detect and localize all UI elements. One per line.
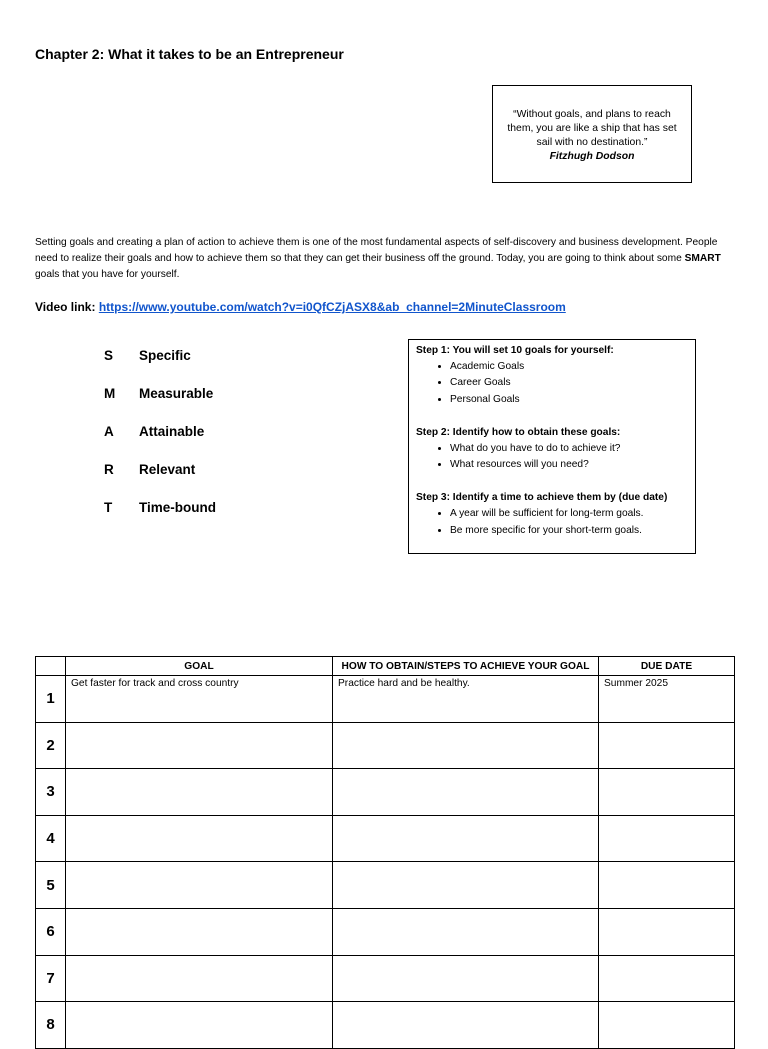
table-row bbox=[36, 1002, 735, 1049]
how-cell[interactable]: Practice hard and be healthy. bbox=[333, 676, 599, 723]
step-1 bbox=[416, 343, 695, 408]
due-date-cell[interactable] bbox=[599, 908, 735, 955]
goal-cell[interactable] bbox=[66, 908, 333, 955]
goal-cell[interactable] bbox=[66, 722, 333, 769]
due-date-cell[interactable] bbox=[599, 862, 735, 909]
step-title: Step 2: Identify how to obtain these goals: bbox=[416, 426, 621, 438]
quote-author: Fitzhugh Dodson bbox=[549, 151, 635, 162]
goal-cell[interactable] bbox=[66, 1002, 333, 1049]
row-number: 8 bbox=[36, 1002, 66, 1049]
quote-text: “Without goals, and plans to reach them, you are like a ship that has set sail with no destination.” bbox=[507, 109, 677, 148]
goal-cell[interactable]: Get faster for track and cross country bbox=[66, 676, 333, 723]
row-number: 5 bbox=[36, 862, 66, 909]
header-number bbox=[36, 657, 66, 676]
smart-letter: S bbox=[104, 348, 114, 363]
quote-box bbox=[492, 85, 692, 183]
chapter-title: Chapter 2: What it takes to be an Entrepreneur bbox=[35, 46, 344, 62]
due-date-cell[interactable] bbox=[599, 722, 735, 769]
smart-letter: R bbox=[104, 462, 114, 477]
smart-letter: T bbox=[104, 500, 113, 515]
header-goal: GOAL bbox=[66, 657, 333, 676]
row-number: 6 bbox=[36, 908, 66, 955]
goal-cell[interactable] bbox=[66, 769, 333, 816]
step-list bbox=[416, 359, 695, 408]
due-date-cell[interactable] bbox=[599, 815, 735, 862]
step-item: • Academic Goals bbox=[450, 359, 695, 375]
intro-paragraph bbox=[35, 235, 735, 283]
row-number: 7 bbox=[36, 955, 66, 1002]
smart-keyword: SMART bbox=[684, 253, 721, 264]
step-3 bbox=[416, 490, 695, 539]
video-link[interactable]: https://www.youtube.com/watch?v=i0QfCZjASX8&ab_channel=2MinuteClassroom bbox=[98, 300, 566, 314]
step-list bbox=[416, 506, 695, 539]
how-cell[interactable] bbox=[333, 722, 599, 769]
goal-cell[interactable] bbox=[66, 815, 333, 862]
video-link-line bbox=[35, 300, 566, 314]
how-cell[interactable] bbox=[333, 815, 599, 862]
header-due-date: DUE DATE bbox=[599, 657, 735, 676]
smart-word: Measurable bbox=[139, 386, 214, 401]
due-date-cell[interactable] bbox=[599, 769, 735, 816]
step-item: • Career Goals bbox=[450, 375, 695, 391]
smart-word: Relevant bbox=[139, 462, 196, 477]
intro-text: Setting goals and creating a plan of action to achieve them is one of the most fundamental aspects of self-discovery and business development. People need to realize their goals and how to achieve them so that they can get their business off the ground. Today, you are going to think about some bbox=[35, 237, 718, 264]
how-cell[interactable] bbox=[333, 908, 599, 955]
step-2 bbox=[416, 425, 695, 474]
table-row bbox=[36, 908, 735, 955]
row-number: 3 bbox=[36, 769, 66, 816]
goal-cell[interactable] bbox=[66, 862, 333, 909]
goals-table bbox=[35, 656, 735, 1049]
row-number: 1 bbox=[36, 676, 66, 723]
smart-letter: M bbox=[104, 386, 116, 401]
how-cell[interactable] bbox=[333, 769, 599, 816]
how-cell[interactable] bbox=[333, 1002, 599, 1049]
intro-text-end: goals that you have for yourself. bbox=[35, 269, 180, 280]
step-item: • Be more specific for your short-term goals. bbox=[450, 523, 695, 539]
how-cell[interactable] bbox=[333, 955, 599, 1002]
smart-letter: A bbox=[104, 424, 114, 439]
step-item: • Personal Goals bbox=[450, 392, 695, 408]
step-item: • What do you have to do to achieve it? bbox=[450, 441, 695, 457]
table-row bbox=[36, 815, 735, 862]
step-list bbox=[416, 441, 695, 474]
step-title: Step 3: Identify a time to achieve them by (due date) bbox=[416, 492, 668, 504]
table-row bbox=[36, 676, 735, 723]
smart-word: Attainable bbox=[139, 424, 205, 439]
due-date-cell[interactable] bbox=[599, 1002, 735, 1049]
header-how: HOW TO OBTAIN/STEPS TO ACHIEVE YOUR GOAL bbox=[333, 657, 599, 676]
smart-word: Specific bbox=[139, 348, 191, 363]
step-title: Step 1: You will set 10 goals for yourself: bbox=[416, 345, 614, 356]
table-row bbox=[36, 955, 735, 1002]
table-row bbox=[36, 722, 735, 769]
how-cell[interactable] bbox=[333, 862, 599, 909]
step-item: • A year will be sufficient for long-term goals. bbox=[450, 506, 695, 522]
row-number: 2 bbox=[36, 722, 66, 769]
row-number: 4 bbox=[36, 815, 66, 862]
step-item: • What resources will you need? bbox=[450, 457, 695, 473]
table-header-row bbox=[36, 657, 735, 676]
video-link-label: Video link: bbox=[35, 300, 96, 314]
table-row bbox=[36, 862, 735, 909]
smart-word: Time-bound bbox=[139, 500, 216, 515]
table-row bbox=[36, 769, 735, 816]
goal-cell[interactable] bbox=[66, 955, 333, 1002]
due-date-cell[interactable]: Summer 2025 bbox=[599, 676, 735, 723]
due-date-cell[interactable] bbox=[599, 955, 735, 1002]
steps-box bbox=[408, 339, 696, 554]
